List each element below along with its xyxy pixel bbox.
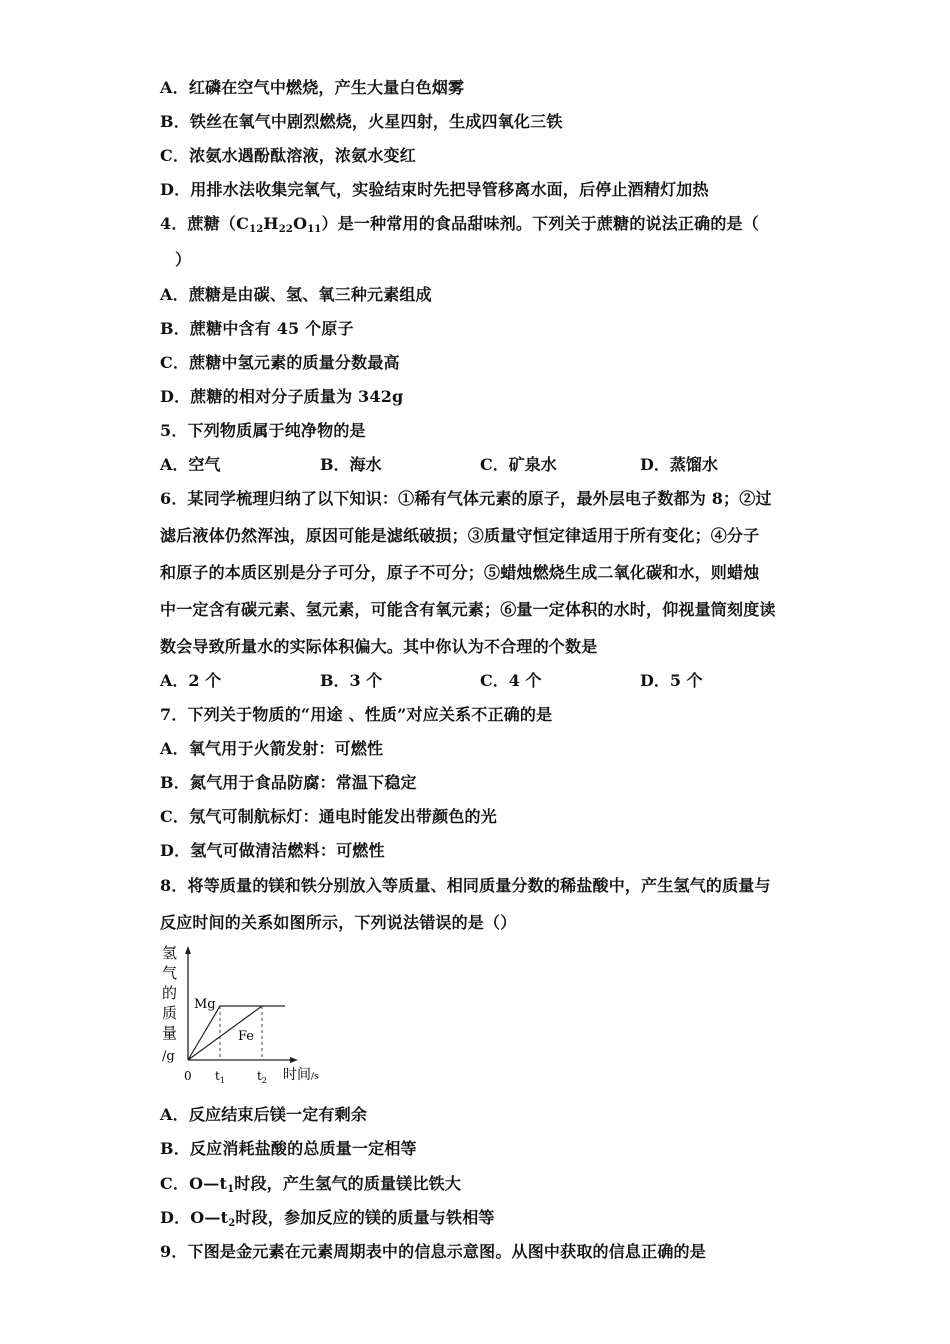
q4-option-b: B．蔗糖中含有 45 个原子 [160, 319, 354, 338]
q8-option-d: D．$O—t_2$时段，参加反应的镁的质量与铁相等 [160, 1208, 495, 1229]
q7-option-d: D．氢气可做清洁燃料：可燃性 [160, 841, 385, 860]
graph-xlabel: 时间/s [283, 1067, 319, 1083]
q6-line-5: 数会导致所量水的实际体积偏大。其中你认为不合理的个数是 [160, 637, 598, 656]
q6-options [160, 671, 800, 691]
q3-option-b: B．铁丝在氧气中剧烈燃烧，火星四射，生成四氧化三铁 [160, 112, 563, 131]
q6-line-2: 滤后液体仍然浑浊，原因可能是滤纸破损；③质量守恒定律适用于所有变化；④分子 [160, 526, 760, 545]
q6-line-1: 6．某同学梳理归纳了以下知识：①稀有气体元素的原子，最外层电子数都为 8；②过 [160, 489, 772, 508]
graph-origin-label: 0 [184, 1069, 192, 1083]
graph-ylabel-unit: /g [162, 1049, 175, 1064]
q3-option-c: C．浓氨水遇酚酞溶液，浓氨水变红 [160, 146, 416, 165]
q8-option-b: B．反应消耗盐酸的总质量一定相等 [160, 1139, 417, 1158]
graph-y-arrow [185, 946, 191, 954]
q4-option-d: D．蔗糖的相对分子质量为 342g [160, 387, 404, 406]
q3-option-a: A．红磷在空气中燃烧，产生大量白色烟雾 [160, 78, 465, 97]
q5-option-b: B．海水 [320, 455, 382, 474]
q3-option-d: D．用排水法收集完氧气，实验结束时先把导管移离水面，后停止酒精灯加热 [160, 180, 709, 199]
q8-option-a: A．反应结束后镁一定有剩余 [160, 1105, 368, 1124]
q9-stem: 9．下图是金元素在元素周期表中的信息示意图。从图中获取的信息正确的是 [160, 1242, 706, 1261]
q5-option-d: D．蒸馏水 [640, 455, 718, 474]
graph-mg-line [188, 1006, 285, 1060]
q7-option-b: B．氮气用于食品防腐：常温下稳定 [160, 773, 417, 792]
graph-ylabel-char: 的 [162, 984, 178, 1002]
q7-stem: 7．下列关于物质的“用途 、性质”对应关系不正确的是 [160, 705, 553, 724]
graph-ylabel-char: 量 [162, 1024, 178, 1042]
graph-ylabel-char: 气 [162, 964, 178, 982]
q8-graph [150, 940, 340, 1090]
q6-option-d: D．5 个 [640, 671, 703, 690]
q4-option-c: C．蔗糖中氢元素的质量分数最高 [160, 353, 400, 372]
q7-option-c: C．氖气可制航标灯：通电时能发出带颜色的光 [160, 807, 497, 826]
graph-t1-label: $t_1$ [215, 1069, 225, 1085]
q4-option-a: A．蔗糖是由碳、氢、氧三种元素组成 [160, 285, 432, 304]
q7-option-a: A．氧气用于火箭发射：可燃性 [160, 739, 384, 758]
graph-t2-label: $t_2$ [257, 1069, 267, 1085]
q6-line-4: 中一定含有碳元素、氢元素，可能含有氧元素；⑥量一定体积的水时，仰视量筒刻度读 [160, 600, 776, 619]
q6-option-b: B．3 个 [320, 671, 383, 690]
graph-ylabel-char: 氢 [162, 944, 178, 962]
q5-stem: 5．下列物质属于纯净物的是 [160, 421, 366, 440]
q4-stem-close: ） [175, 250, 192, 269]
q4-stem: 4．蔗糖$(C_{12}H_{22}O_{11})$是一种常用的食品甜味剂。下列关于蔗糖的说法正确的是（ [160, 214, 759, 235]
graph-fe-label: Fe [238, 1029, 255, 1044]
q5-option-a: A．空气 [160, 455, 221, 474]
q5-option-c: C．矿泉水 [480, 455, 557, 474]
graph-x-arrow [290, 1057, 298, 1063]
q6-line-3: 和原子的本质区别是分子可分，原子不可分；⑤蜡烛燃烧生成二氧化碳和水，则蜡烛 [160, 563, 760, 582]
q8-line-2: 反应时间的关系如图所示，下列说法错误的是（） [160, 913, 517, 932]
q8-line-1: 8．将等质量的镁和铁分别放入等质量、相同质量分数的稀盐酸中，产生氢气的质量与 [160, 876, 771, 895]
q8-option-c: C．$O—t_1$时段，产生氢气的质量镁比铁大 [160, 1174, 462, 1195]
q5-options [160, 455, 800, 475]
q6-option-a: A．2 个 [160, 671, 222, 690]
graph-mg-label: Mg [194, 997, 216, 1012]
q6-option-c: C．4 个 [480, 671, 542, 690]
graph-ylabel-char: 质 [162, 1004, 178, 1022]
